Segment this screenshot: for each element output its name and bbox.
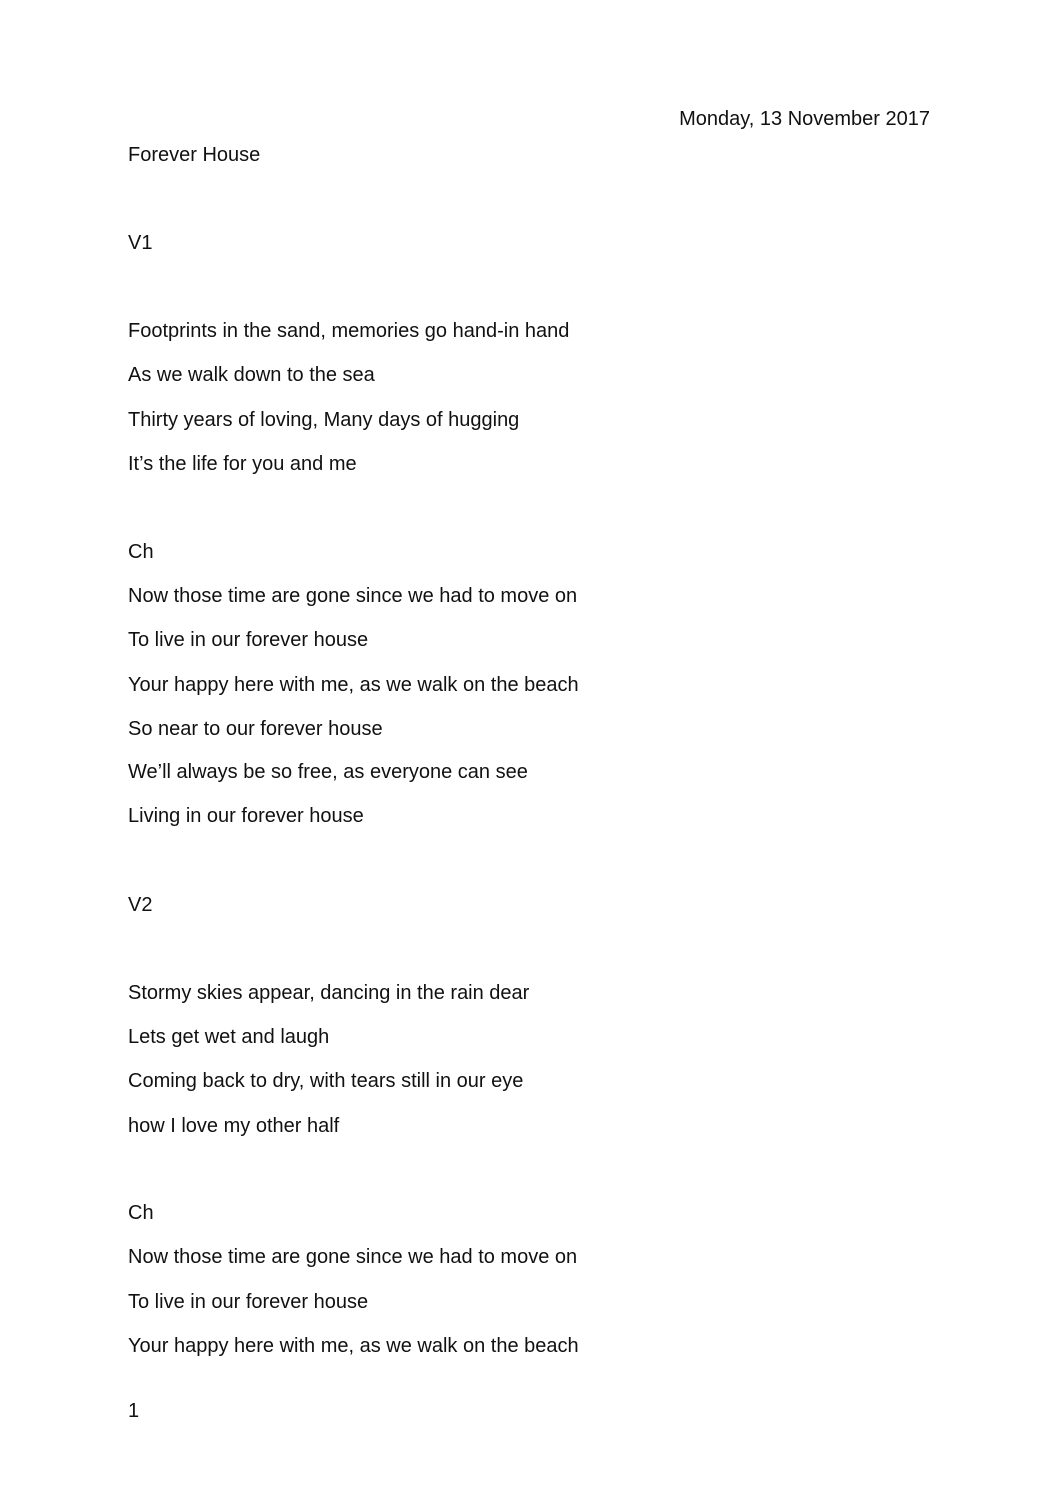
lyric-line: Now those time are gone since we had to move on [128, 1246, 578, 1268]
lyric-line: Your happy here with me, as we walk on the beach [128, 674, 579, 696]
song-title: Forever House [128, 144, 261, 166]
lyric-line: To live in our forever house [128, 1291, 369, 1313]
lyric-line: Living in our forever house [128, 805, 364, 827]
lyric-line: Coming back to dry, with tears still in our eye [128, 1070, 524, 1092]
section-label-chorus: Ch [128, 541, 154, 563]
lyric-line: Your happy here with me, as we walk on the beach [128, 1335, 579, 1357]
lyric-line: Thirty years of loving, Many days of hugging [128, 409, 520, 431]
lyric-line: To live in our forever house [128, 629, 369, 651]
lyric-line: So near to our forever house [128, 718, 383, 740]
document-date: Monday, 13 November 2017 [679, 108, 930, 130]
page-number: 1 [128, 1400, 140, 1422]
section-label-v1: V1 [128, 232, 153, 254]
lyric-line: Stormy skies appear, dancing in the rain dear [128, 982, 530, 1004]
lyric-line: As we walk down to the sea [128, 364, 375, 386]
lyric-line: Now those time are gone since we had to move on [128, 585, 578, 607]
lyric-line: Lets get wet and laugh [128, 1026, 330, 1048]
lyric-line: how I love my other half [128, 1115, 340, 1137]
section-label-chorus: Ch [128, 1202, 154, 1224]
lyric-line: It’s the life for you and me [128, 453, 357, 475]
section-label-v2: V2 [128, 894, 153, 916]
lyric-line: Footprints in the sand, memories go hand-in hand [128, 320, 570, 342]
lyric-line: We’ll always be so free, as everyone can see [128, 761, 528, 783]
